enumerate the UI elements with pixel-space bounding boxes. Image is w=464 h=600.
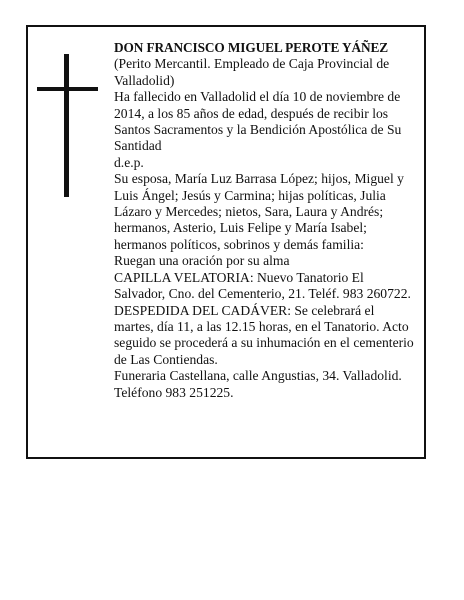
death-announcement: Ha fallecido en Valladolid el día 10 de noviembre de 2014, a los 85 años de edad, después de recibir los Santos Sacramentos y la Bendición Apostólica de Su Santidad xyxy=(114,89,402,154)
rest-in-peace: d.e.p. xyxy=(114,154,144,170)
prayer-request: Ruegan una oración por su alma xyxy=(114,253,290,269)
cross-horizontal-bar xyxy=(37,87,98,91)
deceased-occupation: (Perito Mercantil. Empleado de Caja Provincial de Valladolid) xyxy=(114,56,390,88)
chapel-info: CAPILLA VELATORIA: Nuevo Tanatorio El Salvador, Cno. del Cementerio, 21. Teléf. 983 260722. xyxy=(114,269,411,302)
farewell-info: DESPEDIDA DEL CADÁVER: Se celebrará el martes, día 11, a las 12.15 horas, en el Tanatorio. Acto seguido se procederá a su inhumación en el cementerio de Las Contiendas. xyxy=(114,302,414,367)
deceased-name: DON FRANCISCO MIGUEL PEROTE YÁÑEZ xyxy=(114,40,388,55)
cross-icon xyxy=(37,54,98,197)
family-list: Su esposa, María Luz Barrasa López; hijos, Miguel y Luis Ángel; Jesús y Carmina; hijas políticas, Julia Lázaro y Mercedes; nietos, Sara, Laura y Andrés; hermanos, Asterio, Luis Felipe y María Isabel; hermanos políticos, sobrinos y demás familia: xyxy=(114,171,404,252)
cross-vertical-bar xyxy=(64,54,69,197)
funeral-home-info: Funeraria Castellana, calle Angustias, 34. Valladolid. Teléfono 983 251225. xyxy=(114,368,402,400)
obituary-text xyxy=(114,40,414,401)
